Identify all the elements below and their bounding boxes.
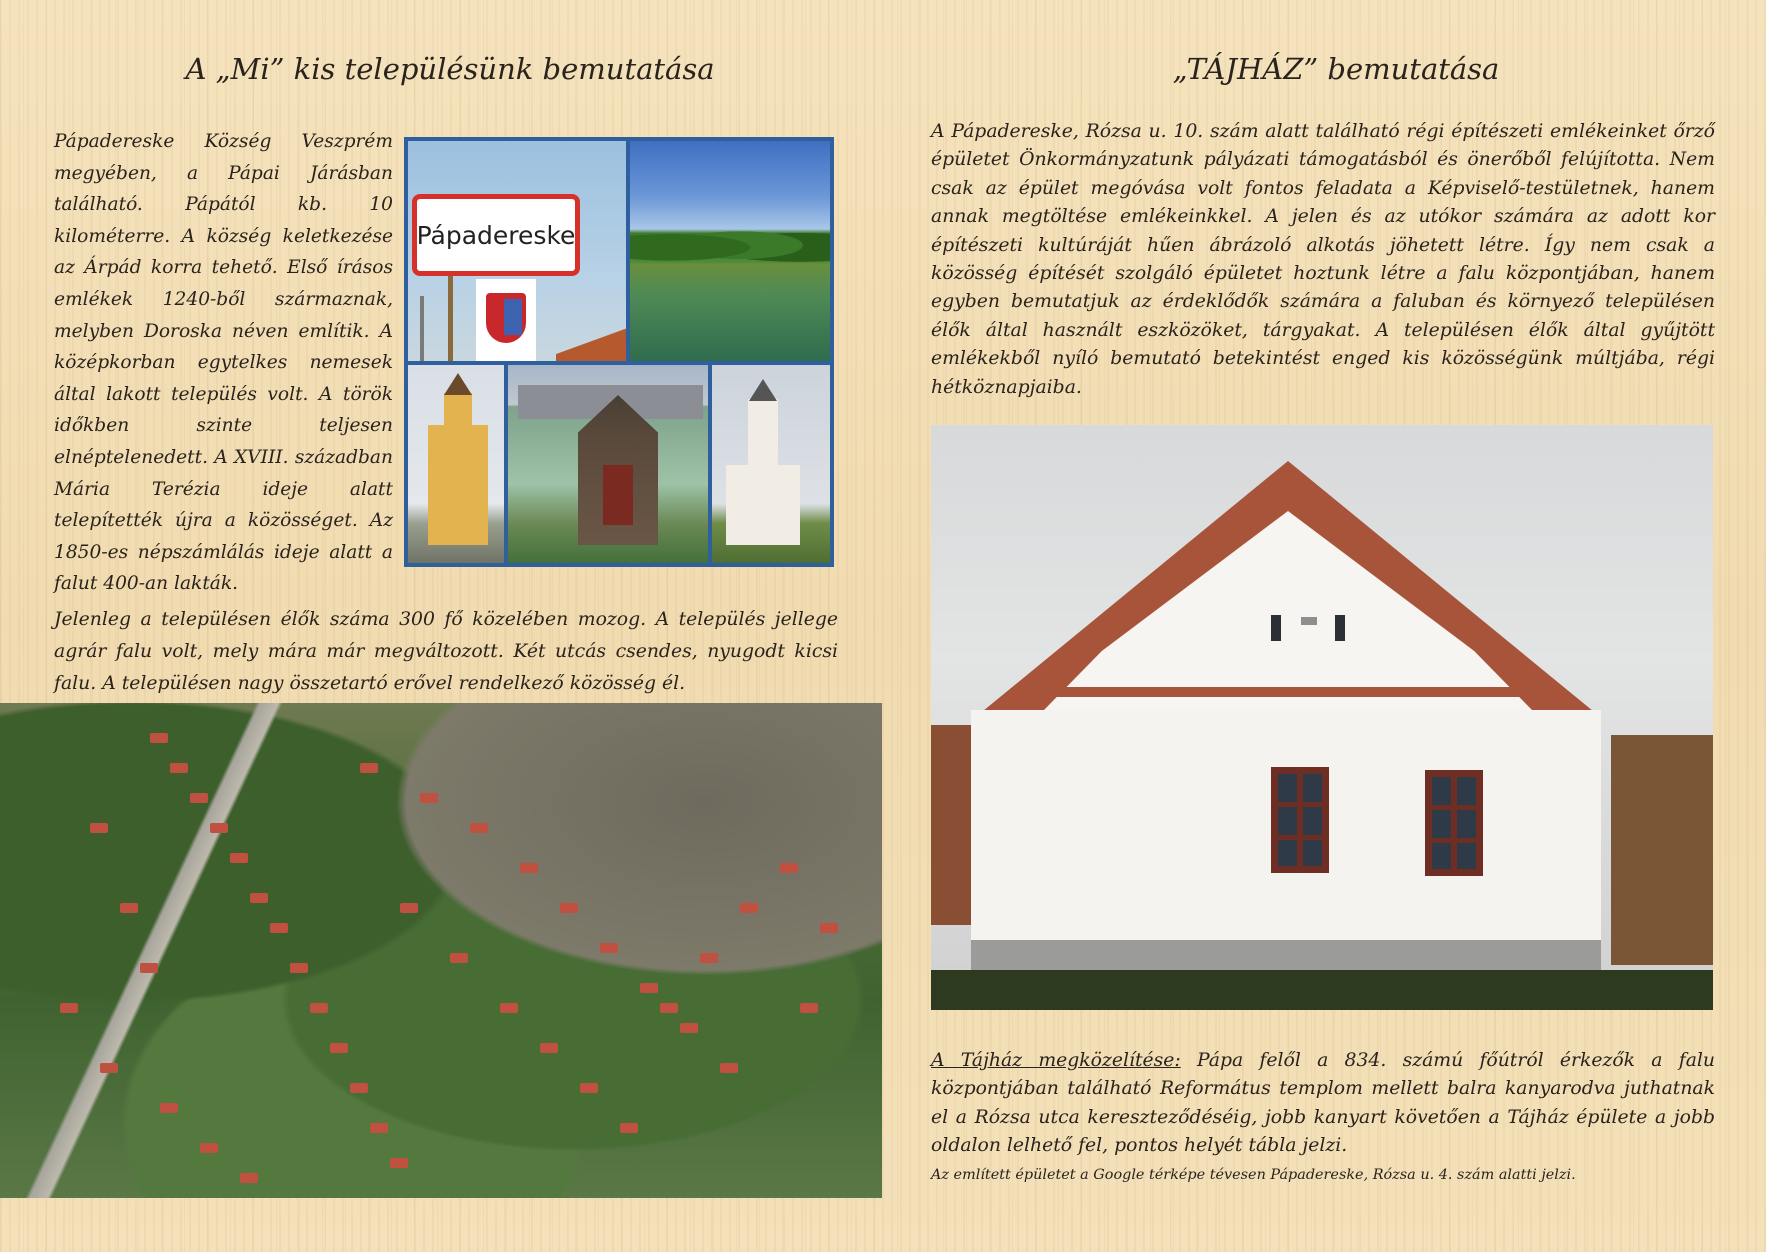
house-roof xyxy=(230,853,248,863)
pole-shape xyxy=(420,296,424,361)
house-roof xyxy=(370,1123,388,1133)
house-roof xyxy=(150,733,168,743)
coat-of-arms-detail xyxy=(504,299,522,335)
window-pane xyxy=(1278,840,1297,866)
neighbour-building xyxy=(1611,735,1713,965)
house-roof xyxy=(420,793,438,803)
house-roof xyxy=(250,893,268,903)
house-roof xyxy=(60,1003,78,1013)
village-intro-paragraph: Pápadereske Község Veszprém megyében, a Pápai Járásban található. Pápától kb. 10 kilométerre. A község keletkezése az Árpád korra tehető. Első írásos emlékek 1240-ből származnak, melyben Doroska néven említik. A középkorban egytelkes nemesek által lakott település volt. A török időkben szinte teljesen elnéptelenedett. A XVIII. században Mária Terézia ideje alatt telepítették újra a közösséget. Az 1850-es népszámlálás ideje alatt a falut 400-an lakták. xyxy=(54,131,393,595)
window-pane xyxy=(1278,807,1297,835)
house-window xyxy=(1271,767,1329,873)
tajhaz-section-title: „TÁJHÁZ” bemutatása xyxy=(1172,52,1500,86)
window-pane xyxy=(1303,807,1322,835)
sign-post xyxy=(448,276,453,361)
reformed-church-photo xyxy=(712,365,830,563)
house-roof xyxy=(620,1123,638,1133)
village-sign-photo xyxy=(408,141,626,361)
house-roof xyxy=(350,1083,368,1093)
window-pane xyxy=(1278,774,1297,802)
church-tower xyxy=(444,393,472,453)
house-roof xyxy=(740,903,758,913)
village-name-sign: Pápadereske xyxy=(412,194,580,276)
church-tower xyxy=(748,399,778,479)
church-spire xyxy=(749,379,777,401)
church-spire xyxy=(444,373,472,395)
tajhaz-approach-paragraph xyxy=(931,1047,1715,1161)
house-roof xyxy=(310,1003,328,1013)
tree-line xyxy=(630,221,830,265)
tajhaz-building-photo xyxy=(931,425,1713,1010)
approach-label: A Tájház megközelítése: xyxy=(931,1050,1181,1071)
community-house-photo xyxy=(508,365,708,563)
catholic-church-photo xyxy=(408,365,504,563)
attic-vent xyxy=(1271,615,1281,641)
village-current-paragraph: Jelenleg a településen élők száma 300 fő közelében mozog. A település jellege agrár falu volt, mely mára már megváltozott. Két utcás csendes, nyugodt kicsi falu. A településen nagy összetartó erővel rendelkező közösség él. xyxy=(54,609,838,694)
house-roof xyxy=(140,963,158,973)
house-roof xyxy=(390,1158,408,1168)
house-roof xyxy=(500,1003,518,1013)
house-roof xyxy=(450,953,468,963)
approach-directions: Pápa felől a 834. számú főútról érkezők a falu központjában található Református templom mellett balra kanyarodva juthatnak el a Rózsa utca kereszteződéséig, jobb kanyart követően a Tájház épülete a jobb oldalon lelhető fel, pontos helyét tábla jelzi. xyxy=(931,1050,1715,1157)
pond-photo xyxy=(630,141,830,361)
house-roof xyxy=(400,903,418,913)
intro-section-title: A „Mi” kis településünk bemutatása xyxy=(185,52,715,86)
attic-plaque xyxy=(1301,617,1317,625)
house-roof xyxy=(120,903,138,913)
house-roof xyxy=(580,1083,598,1093)
house-roof xyxy=(680,1023,698,1033)
window-pane xyxy=(1457,777,1476,805)
gable-base-band xyxy=(1051,687,1521,697)
house-roof xyxy=(290,963,308,973)
house-window xyxy=(1425,770,1483,876)
house-roof xyxy=(470,823,488,833)
house-roof xyxy=(820,923,838,933)
window-pane xyxy=(1303,774,1322,802)
house-roof xyxy=(700,953,718,963)
house-roof xyxy=(780,863,798,873)
ground xyxy=(931,970,1713,1010)
house-roof xyxy=(640,983,658,993)
house-roof xyxy=(200,1143,218,1153)
building-door xyxy=(603,465,633,525)
window-pane xyxy=(1303,840,1322,866)
window-pane xyxy=(1432,843,1451,869)
tajhaz-description-paragraph: A Pápadereske, Rózsa u. 10. szám alatt található régi építészeti emlékeinket őrző épületet Önkormányzatunk pályázati támogatásból és önerőből felújította. Nem csak az épület megóvása volt fontos feladata a Képviselő-testületnek, hanem annak megtöltése emlékeinkkel. A jelen és az utókor számára az adott kor építészeti kultúráját hűen ábrázoló alkotás jöhetett létre. Így nem csak a közösség építését szolgáló épületet hoztunk létre a falu központjában, hanem egyben bemutatjuk az érdeklődők számára a faluban és környező településen élők által használt eszközöket, tárgyakat. A településen élők által gyűjtött emlékekből nyíló bemutató betekintést enged kis közösségünk múltjába, régi hétköznapjaiba. xyxy=(931,121,1715,398)
window-pane xyxy=(1457,843,1476,869)
house-roof xyxy=(520,863,538,873)
house-roof xyxy=(210,823,228,833)
house-roof xyxy=(240,1173,258,1183)
house-roof xyxy=(600,943,618,953)
house-roof xyxy=(160,1103,178,1113)
window-pane xyxy=(1432,810,1451,838)
house-roof xyxy=(540,1043,558,1053)
window-pane xyxy=(1432,777,1451,805)
house-roof xyxy=(270,923,288,933)
house-roof xyxy=(360,763,378,773)
roof-corner-shape xyxy=(556,321,626,361)
house-roof xyxy=(170,763,188,773)
house-roof xyxy=(720,1063,738,1073)
village-photo-collage xyxy=(404,137,834,567)
window-pane xyxy=(1457,810,1476,838)
google-maps-note: Az említett épületet a Google térképe tévesen Pápadereske, Rózsa u. 4. szám alatti jelzi. xyxy=(931,1167,1576,1183)
house-roof xyxy=(660,1003,678,1013)
house-roof xyxy=(190,793,208,803)
coat-of-arms-icon xyxy=(486,293,526,343)
house-roof xyxy=(330,1043,348,1053)
house-roof xyxy=(560,903,578,913)
attic-vent xyxy=(1335,615,1345,641)
house-roof xyxy=(800,1003,818,1013)
house-roof xyxy=(90,823,108,833)
coat-of-arms-plaque xyxy=(476,279,536,361)
aerial-village-photo xyxy=(0,703,882,1198)
house-roof xyxy=(100,1063,118,1073)
